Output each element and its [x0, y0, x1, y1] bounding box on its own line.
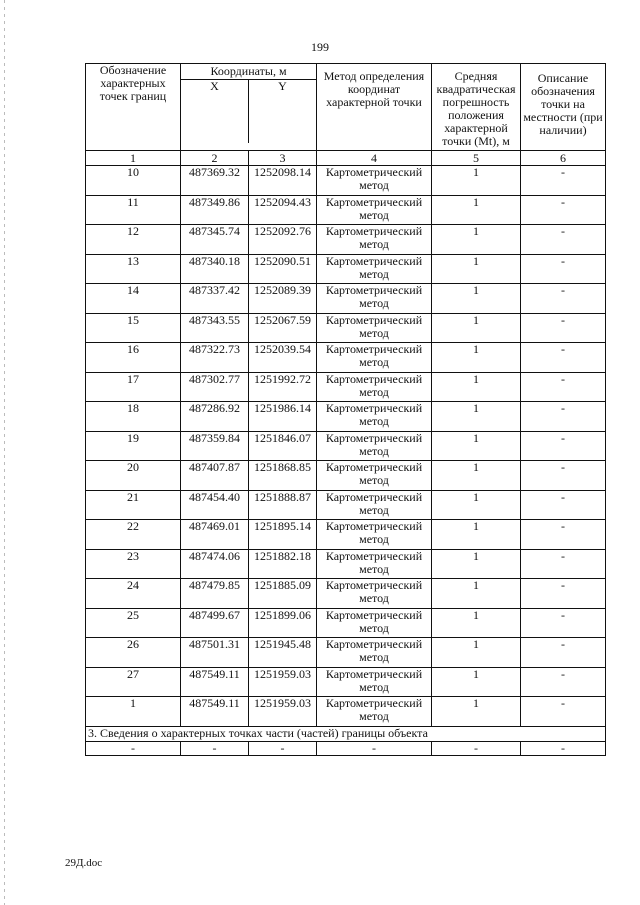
point-id: 12 [86, 225, 181, 255]
method: Картометрический метод [317, 313, 432, 343]
coord-y: 1251899.06 [249, 608, 317, 638]
coord-y: 1251945.48 [249, 638, 317, 668]
description: - [521, 225, 606, 255]
section-3-empty-row [86, 741, 606, 755]
page-number: 199 [311, 40, 329, 54]
description: - [521, 195, 606, 225]
method: Картометрический метод [317, 402, 432, 432]
coord-y: 1252098.14 [249, 166, 317, 196]
coord-x: 487322.73 [181, 343, 249, 373]
coord-y: 1251986.14 [249, 402, 317, 432]
table-row [86, 579, 606, 609]
coord-x: 487369.32 [181, 166, 249, 196]
table-row [86, 372, 606, 402]
point-id: 20 [86, 461, 181, 491]
empty-cell: - [521, 741, 606, 755]
coord-x: 487349.86 [181, 195, 249, 225]
header-mt: Средняя квадратическая погрешность положения характерной точки (Mt), м [432, 64, 521, 151]
empty-cell: - [181, 741, 249, 755]
description: - [521, 638, 606, 668]
method: Картометрический метод [317, 608, 432, 638]
coord-y: 1251992.72 [249, 372, 317, 402]
point-id: 14 [86, 284, 181, 314]
table-row [86, 343, 606, 373]
table-row [86, 166, 606, 196]
col-number: 1 [86, 151, 181, 166]
table-row [86, 520, 606, 550]
mt-value: 1 [432, 402, 521, 432]
method: Картометрический метод [317, 284, 432, 314]
coord-x: 487343.55 [181, 313, 249, 343]
coord-y: 1251888.87 [249, 490, 317, 520]
coord-x: 487469.01 [181, 520, 249, 550]
col-number: 4 [317, 151, 432, 166]
description: - [521, 313, 606, 343]
coord-y: 1251895.14 [249, 520, 317, 550]
table-row [86, 402, 606, 432]
mt-value: 1 [432, 225, 521, 255]
table-row [86, 549, 606, 579]
coord-x: 487337.42 [181, 284, 249, 314]
header-point-id: Обозначение характерных точек границ [86, 64, 181, 151]
method: Картометрический метод [317, 166, 432, 196]
method: Картометрический метод [317, 667, 432, 697]
coord-x: 487549.11 [181, 667, 249, 697]
mt-value: 1 [432, 372, 521, 402]
mt-value: 1 [432, 490, 521, 520]
mt-value: 1 [432, 343, 521, 373]
point-id: 27 [86, 667, 181, 697]
method: Картометрический метод [317, 225, 432, 255]
coord-y: 1252090.51 [249, 254, 317, 284]
table-row [86, 697, 606, 727]
description: - [521, 343, 606, 373]
coord-x: 487359.84 [181, 431, 249, 461]
mt-value: 1 [432, 254, 521, 284]
coord-x: 487501.31 [181, 638, 249, 668]
table-row [86, 195, 606, 225]
coord-y: 1252092.76 [249, 225, 317, 255]
description: - [521, 490, 606, 520]
coord-x: 487302.77 [181, 372, 249, 402]
method: Картометрический метод [317, 549, 432, 579]
scan-edge [4, 0, 5, 905]
point-id: 13 [86, 254, 181, 284]
coord-y: 1251882.18 [249, 549, 317, 579]
table-row [86, 284, 606, 314]
method: Картометрический метод [317, 638, 432, 668]
description: - [521, 402, 606, 432]
point-id: 21 [86, 490, 181, 520]
description: - [521, 254, 606, 284]
table-row [86, 667, 606, 697]
mt-value: 1 [432, 549, 521, 579]
empty-cell: - [249, 741, 317, 755]
coord-x: 487479.85 [181, 579, 249, 609]
description: - [521, 431, 606, 461]
description: - [521, 284, 606, 314]
col-number: 6 [521, 151, 606, 166]
method: Картометрический метод [317, 490, 432, 520]
boundary-points-table [85, 63, 606, 756]
coord-y: 1251868.85 [249, 461, 317, 491]
mt-value: 1 [432, 166, 521, 196]
point-id: 10 [86, 166, 181, 196]
point-id: 1 [86, 697, 181, 727]
description: - [521, 461, 606, 491]
coord-x: 487340.18 [181, 254, 249, 284]
coord-x: 487345.74 [181, 225, 249, 255]
table-row [86, 225, 606, 255]
mt-value: 1 [432, 608, 521, 638]
coord-x: 487286.92 [181, 402, 249, 432]
section-3-title: 3. Сведения о характерных точках части (частей) границы объекта [86, 726, 606, 741]
mt-value: 1 [432, 284, 521, 314]
header-description: Описание обозначения точки на местности (при наличии) [521, 64, 606, 151]
description: - [521, 697, 606, 727]
description: - [521, 549, 606, 579]
coord-y: 1252094.43 [249, 195, 317, 225]
mt-value: 1 [432, 461, 521, 491]
description: - [521, 166, 606, 196]
method: Картометрический метод [317, 579, 432, 609]
header-coordinates [181, 64, 317, 151]
point-id: 15 [86, 313, 181, 343]
description: - [521, 667, 606, 697]
method: Картометрический метод [317, 520, 432, 550]
point-id: 16 [86, 343, 181, 373]
point-id: 11 [86, 195, 181, 225]
mt-value: 1 [432, 579, 521, 609]
method: Картометрический метод [317, 372, 432, 402]
header-method: Метод определения координат характерной точки [317, 64, 432, 151]
header-x: X [181, 80, 249, 143]
coord-y: 1252067.59 [249, 313, 317, 343]
header-coordinates-label: Координаты, м [181, 64, 316, 80]
description: - [521, 372, 606, 402]
mt-value: 1 [432, 638, 521, 668]
table-row [86, 490, 606, 520]
coord-x: 487499.67 [181, 608, 249, 638]
point-id: 25 [86, 608, 181, 638]
method: Картометрический метод [317, 431, 432, 461]
col-number: 5 [432, 151, 521, 166]
method: Картометрический метод [317, 195, 432, 225]
method: Картометрический метод [317, 697, 432, 727]
point-id: 26 [86, 638, 181, 668]
coord-y: 1251885.09 [249, 579, 317, 609]
empty-cell: - [317, 741, 432, 755]
point-id: 18 [86, 402, 181, 432]
description: - [521, 579, 606, 609]
mt-value: 1 [432, 697, 521, 727]
coord-x: 487407.87 [181, 461, 249, 491]
coord-x: 487454.40 [181, 490, 249, 520]
mt-value: 1 [432, 667, 521, 697]
table-row [86, 461, 606, 491]
method: Картометрический метод [317, 343, 432, 373]
table-row [86, 431, 606, 461]
table-row [86, 254, 606, 284]
mt-value: 1 [432, 520, 521, 550]
header-y: Y [278, 79, 287, 93]
coord-y: 1251959.03 [249, 697, 317, 727]
empty-cell: - [86, 741, 181, 755]
mt-value: 1 [432, 313, 521, 343]
description: - [521, 520, 606, 550]
table-row [86, 638, 606, 668]
method: Картометрический метод [317, 461, 432, 491]
mt-value: 1 [432, 195, 521, 225]
mt-value: 1 [432, 431, 521, 461]
point-id: 19 [86, 431, 181, 461]
coord-y: 1251846.07 [249, 431, 317, 461]
table-row [86, 608, 606, 638]
description: - [521, 608, 606, 638]
coord-y: 1251959.03 [249, 667, 317, 697]
point-id: 24 [86, 579, 181, 609]
coord-x: 487549.11 [181, 697, 249, 727]
section-3-row [86, 726, 606, 741]
footer-filename: 29Д.doc [65, 857, 103, 869]
column-number-row [86, 151, 606, 166]
point-id: 23 [86, 549, 181, 579]
col-number: 2 [181, 151, 249, 166]
col-number: 3 [249, 151, 317, 166]
coord-y: 1252039.54 [249, 343, 317, 373]
point-id: 17 [86, 372, 181, 402]
header-row [86, 64, 606, 151]
coord-y: 1252089.39 [249, 284, 317, 314]
method: Картометрический метод [317, 254, 432, 284]
empty-cell: - [432, 741, 521, 755]
point-id: 22 [86, 520, 181, 550]
coord-x: 487474.06 [181, 549, 249, 579]
table-row [86, 313, 606, 343]
